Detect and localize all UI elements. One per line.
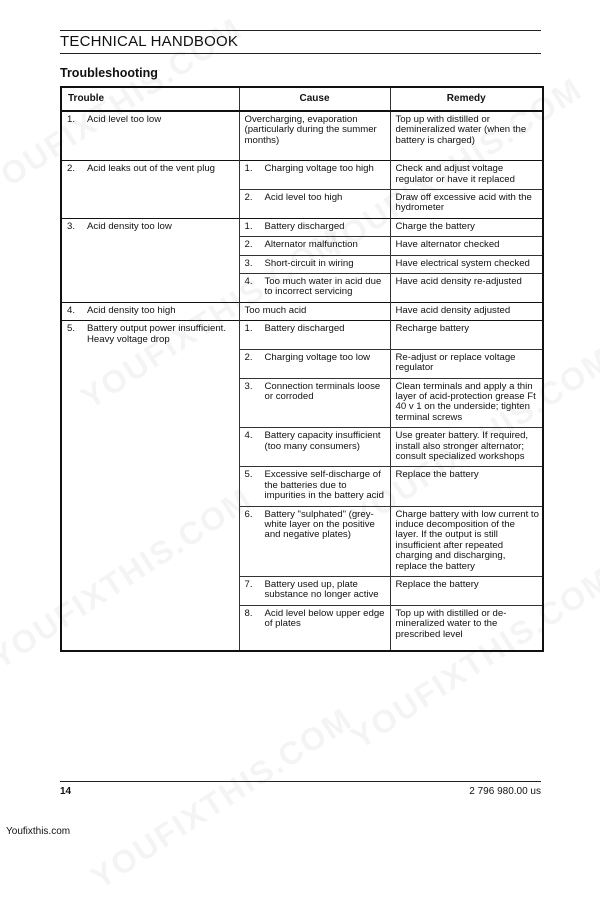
cause-text: Alternator malfunction (264, 239, 358, 251)
handbook-title: TECHNICAL HANDBOOK (60, 33, 239, 50)
trouble-cell (61, 111, 239, 150)
cause-text: Acid level below upper edge of plates (264, 607, 385, 630)
cause-cell: Overcharging, evaporation (particularly during the summer months) (239, 111, 390, 150)
cause-number: 1. (244, 220, 253, 232)
remedy-cell: Top up with distilled or demineralized water (when the battery is charged) (390, 111, 543, 150)
cause-text: Charging voltage too low (264, 351, 371, 363)
cause-cell (239, 321, 390, 339)
trouble-text: Acid level too low (87, 114, 162, 125)
trouble-number: 5. (67, 323, 76, 335)
cause-number: 2. (244, 192, 253, 204)
cause-cell (239, 428, 390, 467)
table-header-row (61, 87, 543, 111)
cause-cell (239, 161, 390, 190)
cause-text: Battery "sulphated" (grey-white layer on the positive and negative plates) (264, 508, 375, 541)
remedy-cell: Replace the battery (390, 577, 543, 606)
trouble-number: 4. (67, 304, 76, 316)
remedy-cell: Check and adjust voltage regulator or have it replaced (390, 161, 543, 190)
cause-number: 7. (244, 579, 253, 590)
cause-cell (239, 506, 390, 576)
remedy-cell: Draw off excessive acid with the hydrometer (390, 190, 543, 219)
troubleshooting-table (60, 86, 544, 652)
remedy-cell: Recharge battery (390, 321, 543, 339)
cause-text: Battery capacity insufficient (too many consumers) (264, 430, 381, 452)
remedy-cell: Use greater battery. If required, install also stronger alternator; consult specialized workshops (390, 428, 543, 467)
cause-number: 4. (244, 430, 253, 442)
cause-text: Excessive self-discharge of the batteries due to impurities in the battery acid (264, 469, 384, 502)
site-credit: Youfixthis.com (6, 826, 71, 837)
row-spacer (61, 150, 543, 161)
cause-number: 6. (244, 508, 253, 520)
cause-number: 4. (244, 276, 253, 288)
trouble-number: 2. (67, 163, 76, 175)
cause-cell: Too much acid (239, 302, 390, 320)
cause-number: 3. (244, 380, 253, 392)
trouble-cell (61, 161, 239, 219)
cause-text: Too much water in acid due to incorrect servicing (264, 276, 382, 298)
cause-number: 1. (244, 323, 253, 335)
page-number: 14 (60, 786, 72, 797)
trouble-number: 1. (67, 114, 76, 125)
cause-cell (239, 237, 390, 255)
cause-text: Battery discharged (264, 220, 345, 232)
table-row (61, 302, 543, 320)
section-title: Troubleshooting (60, 66, 158, 80)
remedy-cell: Replace the battery (390, 467, 543, 506)
cause-text: Charging voltage too high (264, 163, 374, 175)
cause-text: Connection terminals loose or corroded (264, 380, 381, 402)
cause-cell (239, 190, 390, 219)
header-trouble: Trouble (61, 87, 239, 111)
cause-cell (239, 349, 390, 378)
page-header (60, 30, 541, 54)
remedy-cell: Top up with distilled or de-mineralized water to the prescribed level (390, 605, 543, 651)
cause-text: Battery discharged (264, 323, 345, 335)
cause-cell (239, 467, 390, 506)
cause-cell (239, 274, 390, 303)
cause-number: 3. (244, 257, 253, 269)
trouble-cell (61, 218, 239, 302)
remedy-cell: Charge the battery (390, 218, 543, 236)
trouble-text: Acid density too low (87, 220, 172, 232)
table-row (61, 321, 543, 339)
header-cause: Cause (239, 87, 390, 111)
header-remedy: Remedy (390, 87, 543, 111)
table-row (61, 161, 543, 190)
cause-cell (239, 605, 390, 651)
trouble-text: Acid leaks out of the vent plug (87, 163, 215, 175)
cause-number: 2. (244, 239, 253, 251)
remedy-cell: Clean terminals and apply a thin layer of acid-protection grease Ft 40 v 1 on the underside; tighten terminal screws (390, 378, 543, 428)
remedy-cell: Have acid density adjusted (390, 302, 543, 320)
remedy-cell: Re-adjust or replace voltage regulator (390, 349, 543, 378)
remedy-cell: Have alternator checked (390, 237, 543, 255)
cause-cell (239, 255, 390, 273)
trouble-text: Acid density too high (87, 304, 176, 316)
cause-number: 8. (244, 607, 253, 619)
cause-number: 2. (244, 351, 253, 363)
cause-text: Acid level too high (264, 192, 343, 204)
cause-number: 5. (244, 469, 253, 481)
table-row (61, 218, 543, 236)
cause-cell (239, 218, 390, 236)
trouble-number: 3. (67, 220, 76, 232)
remedy-cell: Have electrical system checked (390, 255, 543, 273)
remedy-cell: Charge battery with low current to induce decomposition of the layer. If the output is still insufficient after repeated charging and discharging, replace the battery (390, 506, 543, 576)
trouble-cell (61, 321, 239, 651)
page-footer (60, 781, 541, 799)
trouble-text: Battery output power insufficient. Heavy voltage drop (87, 323, 227, 345)
trouble-cell (61, 302, 239, 320)
cause-cell (239, 378, 390, 428)
remedy-cell: Have acid density re-adjusted (390, 274, 543, 303)
cause-cell (239, 577, 390, 606)
cause-number: 1. (244, 163, 253, 175)
table-row (61, 111, 543, 150)
document-number: 2 796 980.00 us (469, 786, 541, 797)
cause-text: Short-circuit in wiring (264, 257, 354, 269)
cause-text: Battery used up, plate substance no longer active (264, 579, 379, 601)
